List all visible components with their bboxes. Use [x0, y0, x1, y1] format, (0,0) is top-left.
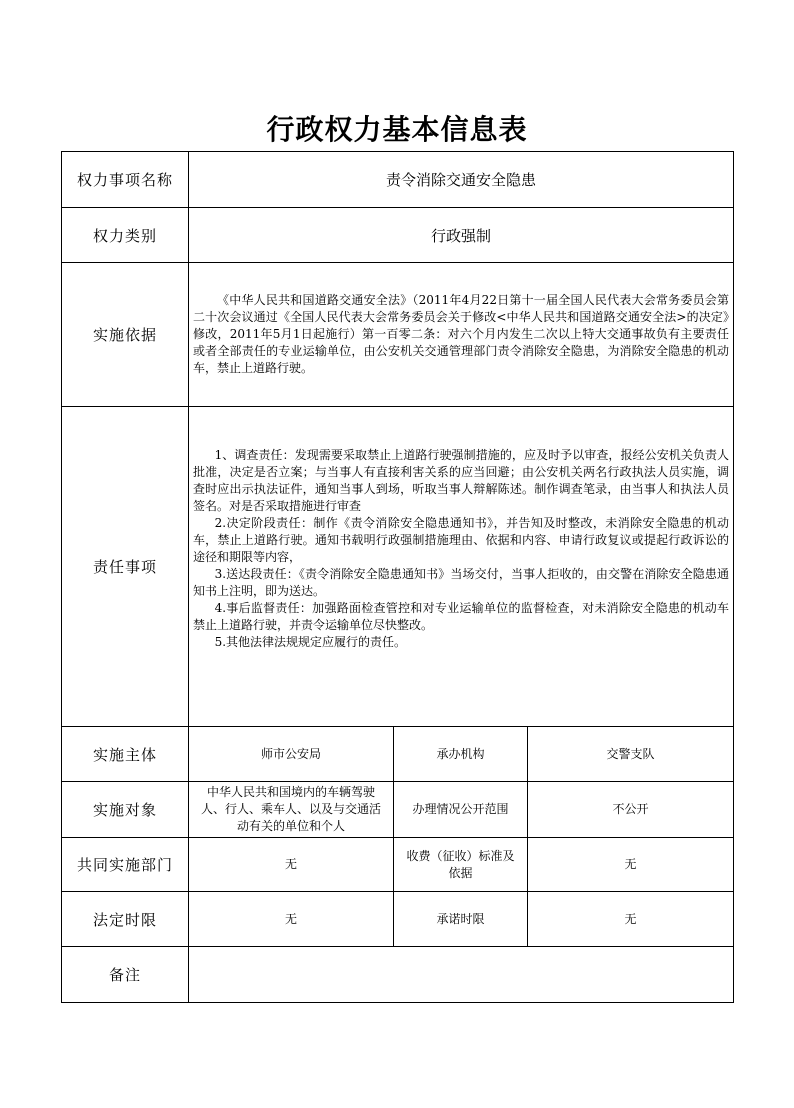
- basis-label: 实施依据: [62, 263, 189, 407]
- row-time-limit: [62, 892, 734, 947]
- category-label: 权力类别: [62, 208, 189, 263]
- responsibility-label: 责任事项: [62, 407, 189, 727]
- basis-text-cell: [189, 263, 734, 407]
- row-basis: [62, 263, 734, 407]
- row-target: [62, 782, 734, 838]
- info-table: [61, 151, 734, 1003]
- row-responsibility: [62, 407, 734, 727]
- target-label: 实施对象: [62, 782, 189, 838]
- subject-value: 师市公安局: [189, 727, 394, 782]
- basis-text: 《中华人民共和国道路交通安全法》（2011年4月22日第十一届全国人民代表大会常务委员会第二十次会议通过《全国人民代表大会常务委员会关于修改<中华人民共和国道路交通安全法>的决定》修改，2011年5月1日起施行）第一百零二条：对六个月内发生二次以上特大交通事故负有主要责任或者全部责任的专业运输单位，由公安机关交通管理部门责令消除安全隐患，为消除安全隐患的机动车，禁止上道路行驶。: [193, 293, 730, 375]
- subject-label: 实施主体: [62, 727, 189, 782]
- page-title: 行政权力基本信息表: [266, 113, 528, 146]
- responsibility-item: 1、调查责任：发现需要采取禁止上道路行驶强制措施的，应及时予以审查，报经公安机关负责人批准，决定是否立案；与当事人有直接利害关系的应当回避；由公安机关两名行政执法人员实施，调查时应出示执法证件，通知当事人到场，听取当事人辩解陈述。制作调查笔录，由当事人和执法人员签名。对是否采取措施进行审查: [193, 448, 730, 513]
- responsibility-item: 2.决定阶段责任：制作《责令消除安全隐患通知书》，并告知及时整改，未消除安全隐患的机动车，禁止上道路行驶。通知书载明行政强制措施理由、依据和内容、申请行政复议或提起行政诉讼的途径和期限等内容，: [193, 516, 730, 564]
- item-name-label: 权力事项名称: [62, 152, 189, 208]
- fee-label: 收费（征收）标准及依据: [394, 838, 528, 892]
- row-category: [62, 208, 734, 263]
- target-value: 中华人民共和国境内的车辆驾驶人、行人、乘车人、以及与交通活动有关的单位和个人: [189, 782, 394, 838]
- row-joint-dept: [62, 838, 734, 892]
- remarks-label: 备注: [62, 947, 189, 1003]
- responsibility-item: 5.其他法律法规规定应履行的责任。: [214, 635, 407, 649]
- promise-limit-value: 无: [528, 892, 734, 947]
- joint-dept-label: 共同实施部门: [62, 838, 189, 892]
- time-limit-value: 无: [189, 892, 394, 947]
- agency-label: 承办机构: [394, 727, 528, 782]
- disclosure-value: 不公开: [528, 782, 734, 838]
- responsibility-item: 4.事后监督责任：加强路面检查管控和对专业运输单位的监督检查，对未消除安全隐患的机动车禁止上道路行驶，并责令运输单位尽快整改。: [193, 601, 730, 632]
- responsibility-item: 3.送达段责任：《责令消除安全隐患通知书》当场交付，当事人拒收的，由交警在消除安全隐患通知书上注明，即为送达。: [193, 567, 730, 598]
- category-value: 行政强制: [189, 208, 734, 263]
- row-item-name: [62, 152, 734, 208]
- disclosure-label: 办理情况公开范围: [394, 782, 528, 838]
- joint-dept-value: 无: [189, 838, 394, 892]
- fee-value: 无: [528, 838, 734, 892]
- agency-value: 交警支队: [528, 727, 734, 782]
- item-name-value: 责令消除交通安全隐患: [189, 152, 734, 208]
- promise-limit-label: 承诺时限: [394, 892, 528, 947]
- row-remarks: [62, 947, 734, 1003]
- remarks-value: [189, 947, 734, 1003]
- time-limit-label: 法定时限: [62, 892, 189, 947]
- responsibility-cell: [189, 407, 734, 727]
- row-subject: [62, 727, 734, 782]
